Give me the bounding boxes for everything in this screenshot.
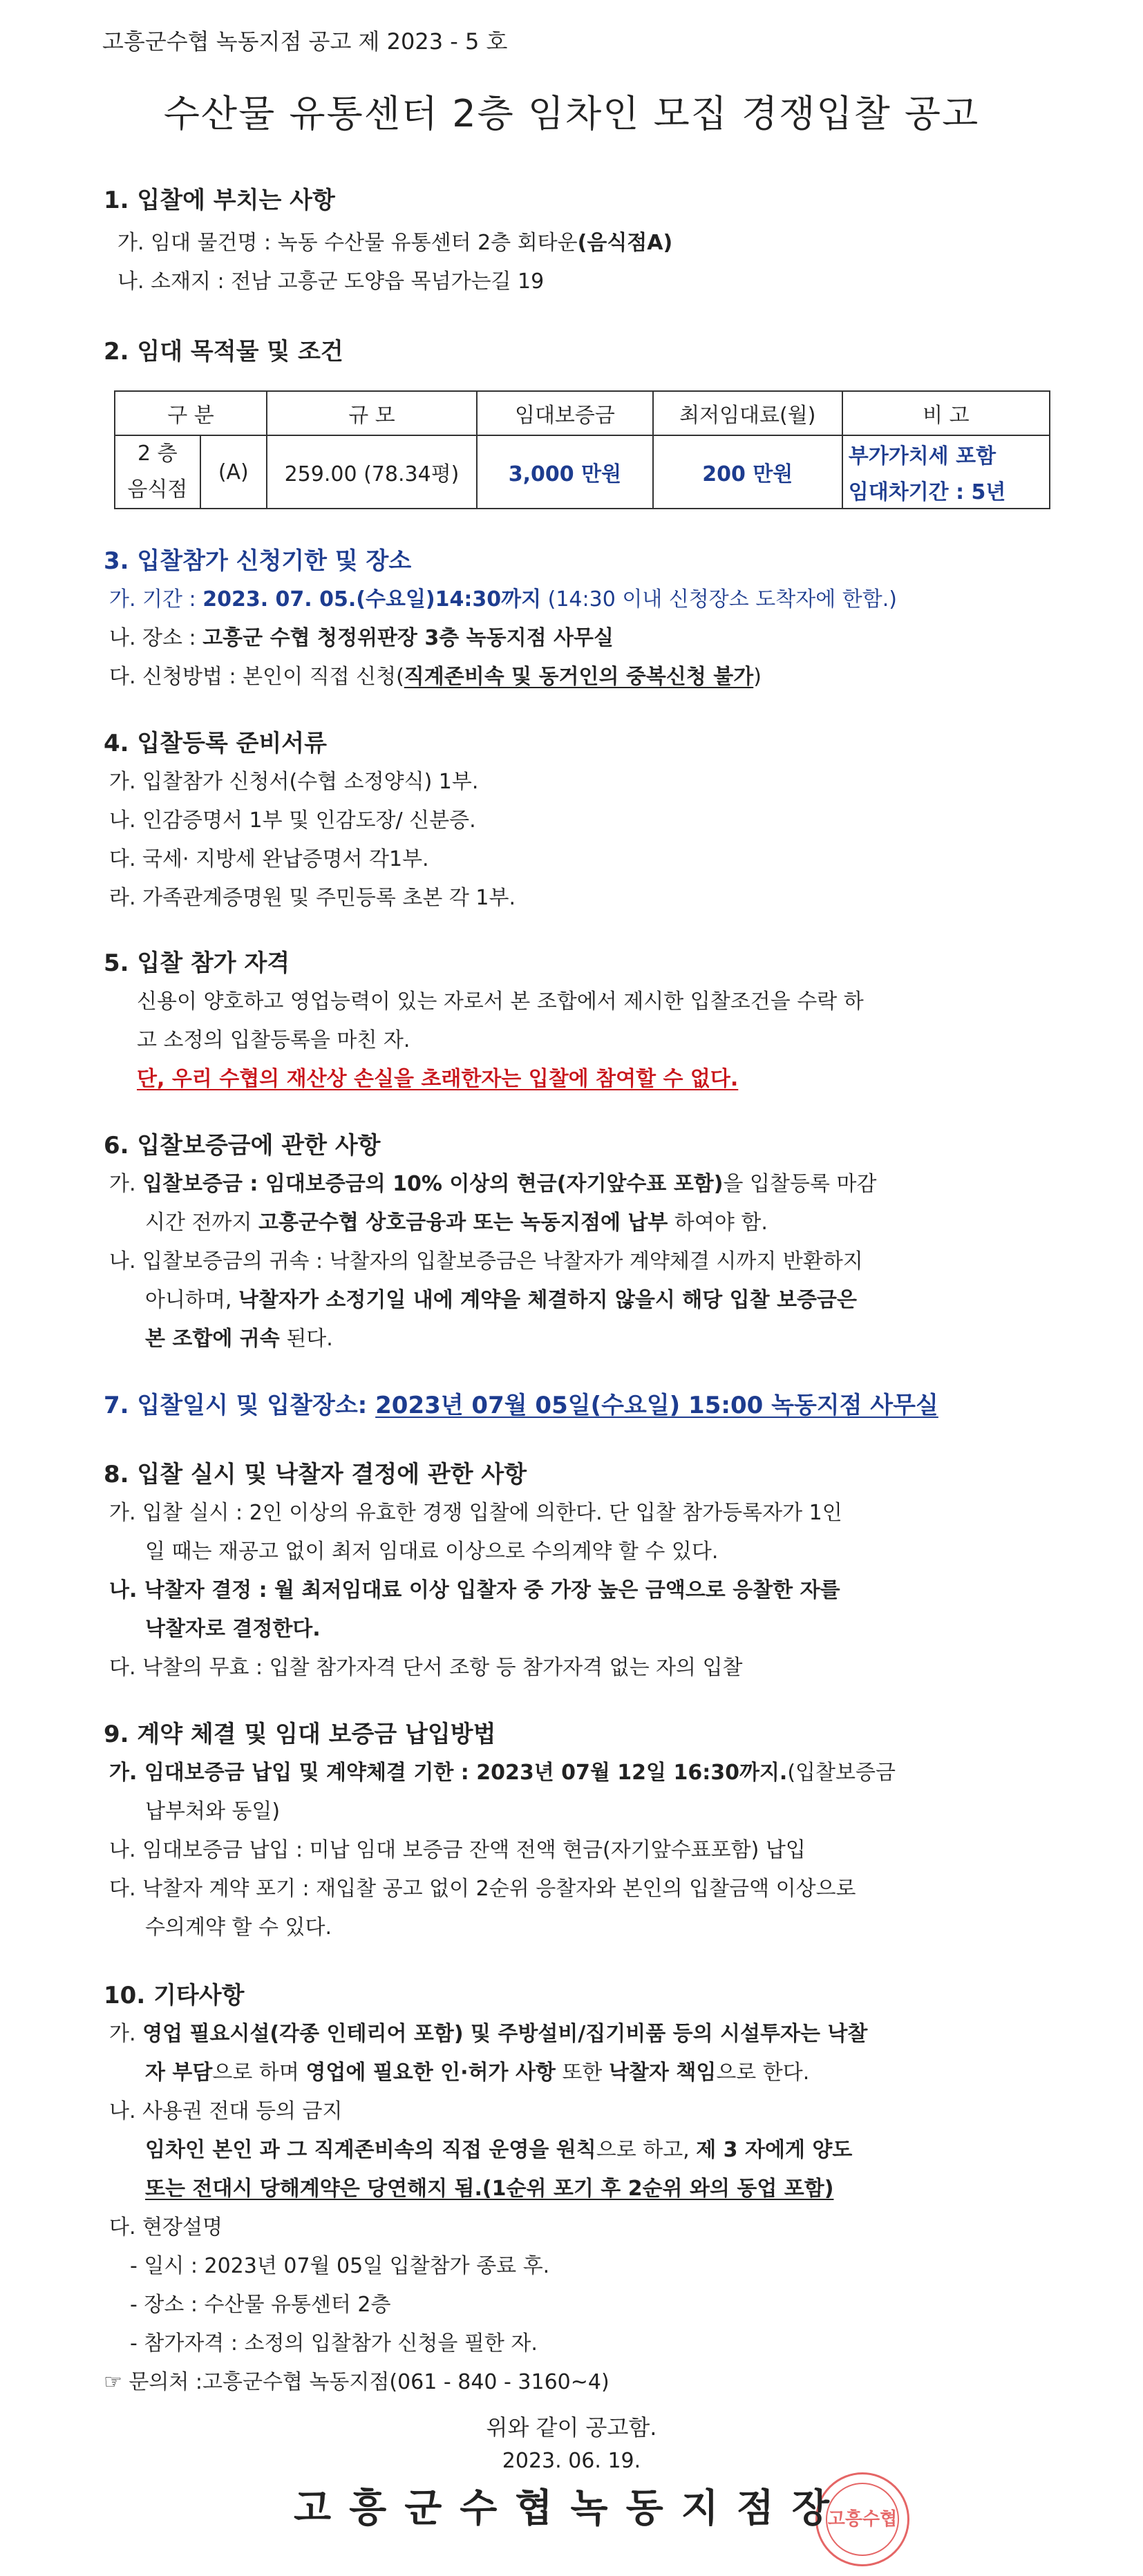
lease-table <box>114 390 1050 509</box>
s4-item-b: 나. 인감증명서 1부 및 인감도장/ 신분증. <box>109 808 476 833</box>
s3-item-b: 나. 장소 : 고흥군 수협 청정위판장 3층 녹동지점 사무실 <box>109 626 614 650</box>
s10-item-c-3: - 참가자격 : 소정의 입찰참가 신청을 필한 자. <box>130 2331 538 2356</box>
section-4-heading: 4. 입찰등록 준비서류 <box>104 730 327 757</box>
s9-item-a-2: 납부처와 동일) <box>145 1799 281 1824</box>
s10-item-c-2: - 장소 : 수산물 유통센터 2층 <box>130 2293 391 2317</box>
s6-item-a-1: 가. 입찰보증금 : 임대보증금의 10% 이상의 현금(자기앞수표 포함)을 입찰등록 마감 <box>109 1172 877 1196</box>
section-6-heading: 6. 입찰보증금에 관한 사항 <box>104 1132 381 1159</box>
section-7-heading: 7. 입찰일시 및 입찰장소: 2023년 07월 05일(수요일) 15:00 녹동지점 사무실 <box>104 1392 938 1419</box>
page-title: 수산물 유통센터 2층 임차인 모집 경쟁입찰 공고 <box>163 92 980 135</box>
th-kind: 구 분 <box>115 391 267 435</box>
closing-text: 위와 같이 공고함. <box>486 2414 657 2441</box>
table-header-row <box>115 391 1050 435</box>
s10-item-b-1: 임차인 본인 과 그 직계존비속의 직접 운영을 원칙으로 하고, 제 3 자에게 양도 <box>145 2138 853 2162</box>
s8-item-a-1: 가. 입찰 실시 : 2인 이상의 유효한 경쟁 입찰에 의한다. 단 입찰 참가등록자가 1인 <box>109 1501 842 1525</box>
s6-item-b-1: 나. 입찰보증금의 귀속 : 낙찰자의 입찰보증금은 낙찰자가 계약체결 시까지 반환하지 <box>109 1249 863 1273</box>
s9-item-a-1: 가. 임대보증금 납입 및 계약체결 기한 : 2023년 07월 12일 16:30까지.(입찰보증금 <box>109 1761 896 1785</box>
s8-item-b-2: 낙찰자로 결정한다. <box>145 1617 321 1641</box>
contact-line: ☞ 문의처 :고흥군수협 녹동지점(061 - 840 - 3160~4) <box>104 2370 610 2394</box>
s10-item-a-1: 가. 영업 필요시설(각종 인테리어 포함) 및 주방설비/집기비품 등의 시설투자는 낙찰 <box>109 2022 868 2046</box>
s8-item-b-1: 나. 낙찰자 결정 : 월 최저임대료 이상 입찰자 중 가장 높은 금액으로 응찰한 자를 <box>109 1578 840 1602</box>
cell-rent: 200 만원 <box>653 435 842 509</box>
s10-item-a-2: 자 부담으로 하며 영업에 필요한 인·허가 사항 또한 낙찰자 책임으로 한다. <box>145 2061 810 2085</box>
section-9-heading: 9. 계약 체결 및 임대 보증금 납입방법 <box>104 1721 496 1748</box>
cell-kind: 2 층 음식점 <box>115 435 200 509</box>
s1-item-b: 나. 소재지 : 전남 고흥군 도양읍 목넘가는길 19 <box>117 269 545 294</box>
section-1-heading: 1. 입찰에 부치는 사항 <box>104 187 335 214</box>
s6-item-b-3: 본 조합에 귀속 된다. <box>145 1327 333 1351</box>
s3-item-a: 가. 기간 : 2023. 07. 05.(수요일)14:30까지 (14:30 이내 신청장소 도착자에 한함.) <box>109 587 897 612</box>
s6-item-a-2: 시간 전까지 고흥군수협 상호금융과 또는 녹동지점에 납부 하여야 함. <box>145 1211 768 1235</box>
s4-item-d: 라. 가족관계증명원 및 주민등록 초본 각 1부. <box>109 886 516 910</box>
s10-item-b-2: 또는 전대시 당해계약은 당연해지 됨.(1순위 포기 후 2순위 와의 동업 포함) <box>145 2177 834 2201</box>
section-5-heading: 5. 입찰 참가 자격 <box>104 949 290 977</box>
official-seal-icon: 고흥수협 <box>815 2472 909 2566</box>
s8-item-c: 다. 낙찰의 무효 : 입찰 참가자격 단서 조항 등 참가자격 없는 자의 입찰 <box>109 1656 743 1680</box>
th-deposit: 임대보증금 <box>477 391 653 435</box>
s10-item-c-title: 다. 현장설명 <box>109 2215 223 2239</box>
section-2-heading: 2. 임대 목적물 및 조건 <box>104 338 343 366</box>
s4-item-a: 가. 입찰참가 신청서(수협 소정양식) 1부. <box>109 770 479 794</box>
s3-item-c: 다. 신청방법 : 본인이 직접 신청(직계존비속 및 동거인의 중복신청 불가) <box>109 665 762 689</box>
th-rent: 최저임대료(월) <box>653 391 842 435</box>
signatory: 고흥군수협녹동지점장 <box>294 2486 847 2531</box>
cell-note-vat: 부가가치세 포함 <box>842 435 1050 472</box>
s5-restriction: 단, 우리 수협의 재산상 손실을 초래한자는 입찰에 참여할 수 없다. <box>137 1067 739 1091</box>
section-10-heading: 10. 기타사항 <box>104 1982 245 2009</box>
s8-item-a-2: 일 때는 재공고 없이 최저 임대료 이상으로 수의계약 할 수 있다. <box>145 1540 719 1564</box>
s9-item-b: 나. 임대보증금 납입 : 미납 임대 보증금 잔액 전액 현금(자기앞수표포함) 납입 <box>109 1838 806 1862</box>
cell-unit: (A) <box>200 435 267 509</box>
s1-item-a: 가. 임대 물건명 : 녹동 수산물 유통센터 2층 회타운(음식점A) <box>117 231 673 255</box>
s9-item-c-2: 수의계약 할 수 있다. <box>145 1915 332 1940</box>
cell-size: 259.00 (78.34평) <box>267 435 477 509</box>
s4-item-c: 다. 국세· 지방세 완납증명서 각1부. <box>109 847 429 871</box>
s5-line-1: 신용이 양호하고 영업능력이 있는 자로서 본 조합에서 제시한 입찰조건을 수락 하 <box>137 989 864 1014</box>
cell-deposit: 3,000 만원 <box>477 435 653 509</box>
s6-item-b-2: 아니하며, 낙찰자가 소정기일 내에 계약을 체결하지 않을시 해당 입찰 보증금은 <box>145 1288 857 1312</box>
s9-item-c-1: 다. 낙찰자 계약 포기 : 재입찰 공고 없이 2순위 응찰자와 본인의 입찰금액 이상으로 <box>109 1877 856 1901</box>
cell-note-term: 임대차기간 : 5년 <box>842 472 1050 509</box>
section-8-heading: 8. 입찰 실시 및 낙찰자 결정에 관한 사항 <box>104 1461 527 1488</box>
th-note: 비 고 <box>842 391 1050 435</box>
th-size: 규 모 <box>267 391 477 435</box>
closing-date: 2023. 06. 19. <box>502 2449 641 2473</box>
section-3-heading: 3. 입찰참가 신청기한 및 장소 <box>104 547 412 575</box>
s5-line-2: 고 소정의 입찰등록을 마친 자. <box>137 1028 410 1052</box>
s10-item-c-1: - 일시 : 2023년 07월 05일 입찰참가 종료 후. <box>130 2254 550 2278</box>
notice-reference: 고흥군수협 녹동지점 공고 제 2023 - 5 호 <box>102 28 508 55</box>
table-row <box>115 435 1050 472</box>
s10-item-b-title: 나. 사용권 전대 등의 금지 <box>109 2099 343 2123</box>
